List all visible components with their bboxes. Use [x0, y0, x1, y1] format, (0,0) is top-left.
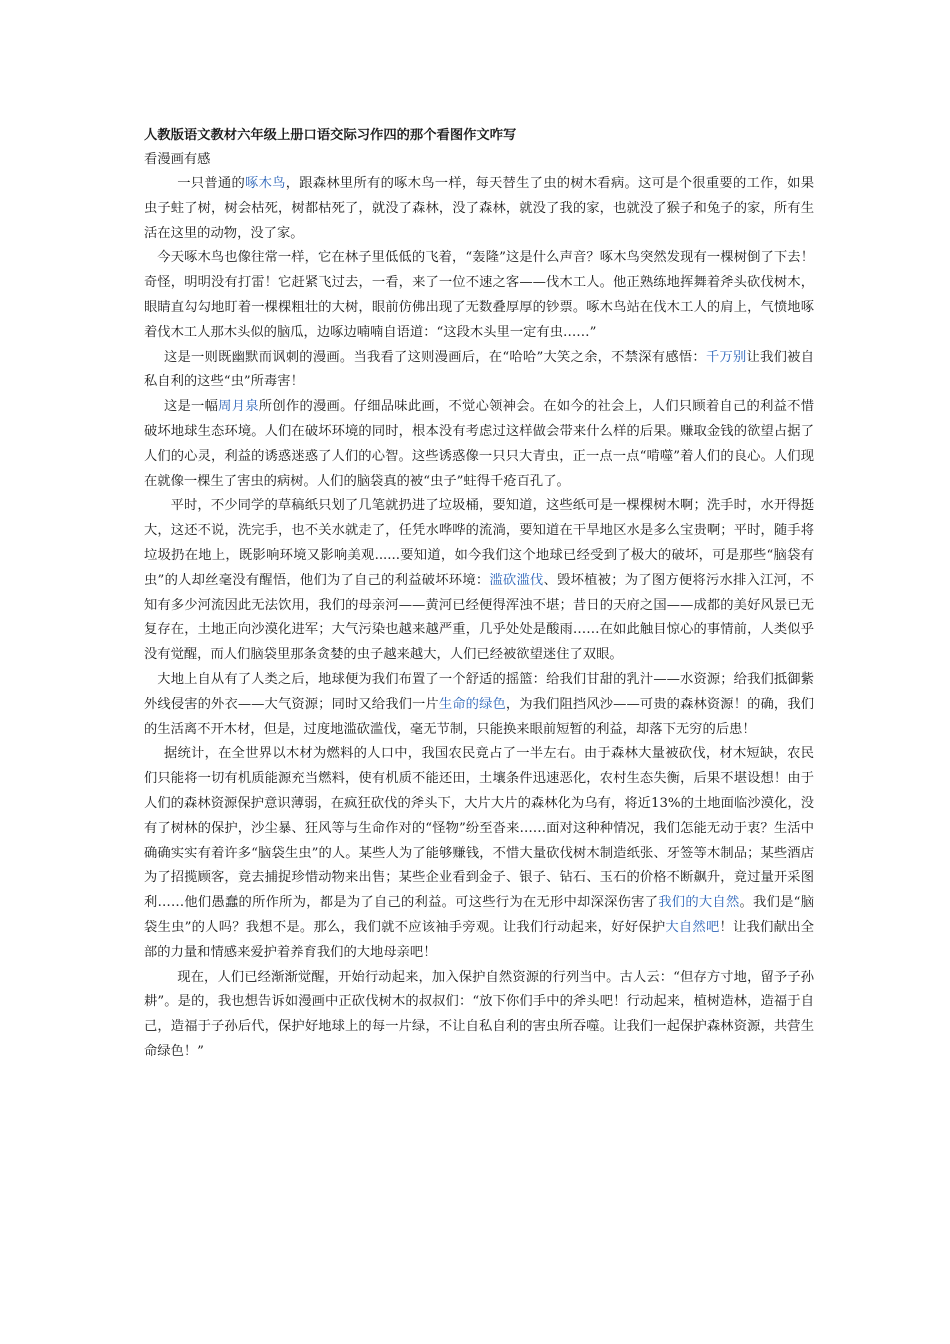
paragraph: [144, 172, 814, 246]
paragraph-text: 这是一幅: [163, 399, 219, 415]
inline-link[interactable]: 滥砍滥伐: [489, 572, 544, 588]
inline-link[interactable]: 啄木鸟: [245, 176, 286, 191]
inline-link[interactable]: 周月泉: [218, 399, 259, 415]
paragraph: [144, 966, 814, 1065]
paragraph-text: 今天啄木鸟也像往常一样，它在林子里低低的飞着，“轰隆”这是什么声音？啄木鸟突然发现有一棵树倒了下去！奇怪，明明没有打雷！它赶紧飞过去，一看，来了一位不速之客——伐木工人。他正熟练地挥舞着斧头砍伐树木，眼睛直勾勾地盯着一棵棵粗壮的大树，眼前仿佛出现了无数叠厚厚的钞票。啄木鸟站在伐木工人的肩上，气愤地啄着伐木工人那木头似的脑瓜，边啄边喃喃自语道：“这段木头里一定有虫……”: [144, 250, 814, 340]
paragraph: [144, 246, 814, 345]
paragraph-text: 、毁坏植被；为了图方便将污水排入江河，不知有多少河流因此无法饮用，我们的母亲河——黄河已经便得浑浊不堪；昔日的天府之国——成都的美好风景已无复存在，土地正向沙漠化进军；大气污染也越来越严重，几乎处处是酸雨……在如此触目惊心的事情前，人类似乎没有觉醒，而人们脑袋里那条贪婪的虫子越来越大，人们已经被欲望迷住了双眼。: [144, 572, 814, 663]
inline-link[interactable]: 大自然吧: [665, 919, 720, 935]
paragraph-text: 所创作的漫画。仔细品味此画，不觉心领神会。在如今的社会上，人们只顾着自己的利益不惜破坏地球生态环境。人们在破坏环境的同时，根本没有考虑过这样做会带来什么样的后果。赚取金钱的欲望占据了人们的心灵，利益的诱惑迷惑了人们的心智。这些诱惑像一只只大青虫，正一点一点“啃噬”着人们的良心。人们现在就像一棵生了害虫的病树。人们的脑袋真的被“虫子”蛀得千疮百孔了。: [144, 399, 815, 489]
paragraph: [144, 742, 814, 965]
paragraph-text: 大地上自从有了人类之后，地球便为我们布置了一个舒适的摇篮：给我们甘甜的乳汁——水资源；给我们抵御紫外线侵害的外衣——大气资源；同时又给我们一片: [144, 671, 814, 712]
paragraph-text: 。我们是“脑袋生虫”的人吗？我想不是。那么，我们就不应该袖手旁观。让我们行动起来，好好保护: [144, 895, 815, 935]
paragraph-text: 一只普通的: [177, 176, 246, 191]
document-title: 人教版语文教材六年级上册口语交际习作四的那个看图作文咋写: [144, 128, 517, 143]
document-body: [144, 124, 814, 1065]
paragraph-text: 平时，不少同学的草稿纸只划了几笔就扔进了垃圾桶，要知道，这些纸可是一棵棵树木啊；洗手时，水开得挺大，这还不说，洗完手，也不关水就走了，任凭水哗哗的流淌，要知道在干旱地区水是多么宝贵啊；平时，随手将垃圾扔在地上，既影响环境又影响美观......要知道，如今我们这个地球已经受到了极大的破坏，可是那些“脑袋有虫”的人却丝毫没有醒悟，他们为了自己的利益破坏环境：: [144, 498, 814, 588]
paragraph-text: ！让我们献出全部的力量和情感来爱护着养育我们的大地母亲吧！: [144, 919, 815, 960]
paragraph-list: [144, 172, 814, 1065]
paragraph: [144, 494, 814, 668]
paragraph-text: ，为我们阻挡风沙——可贵的森林资源！的确，我们的生活离不开木材，但是，过度地滥砍滥伐，毫无节制，只能换来眼前短暂的利益，却落下无穷的后患！: [144, 696, 815, 737]
document-subtitle: 看漫画有感: [144, 152, 211, 167]
paragraph-text: 现在，人们已经渐渐觉醒，开始行动起来，加入保护自然资源的行列当中。古人云：“但存方寸地，留予子孙耕”。是的，我也想告诉如漫画中正砍伐树木的叔叔们：“放下你们手中的斧头吧！行动起来，植树造林，造福于自己，造福于子孙后代，保护好地球上的每一片绿，不让自私自利的害虫所吞噬。让我们一起保护森林资源，共营生命绿色！”: [144, 969, 814, 1059]
paragraph-text: 这是一则既幽默而讽刺的漫画。当我看了这则漫画后，在“哈哈”大笑之余，不禁深有感悟：: [163, 349, 706, 365]
paragraph-text: ，跟森林里所有的啄木鸟一样，每天替生了虫的树木看病。这可是个很重要的工作，如果虫子蛀了树，树会枯死，树都枯死了，就没了森林，没了森林，就没了我的家，也就没了猴子和兔子的家，所有生活在这里的动物，没了家。: [144, 176, 815, 241]
paragraph: [144, 395, 814, 494]
paragraph: [144, 346, 814, 396]
paragraph-text: 让我们被自私自利的这些“虫”所毒害！: [144, 349, 814, 390]
inline-link[interactable]: 千万别: [705, 349, 747, 365]
inline-link[interactable]: 生命的绿色: [438, 696, 506, 712]
paragraph-text: 据统计，在全世界以木材为燃料的人口中，我国农民竟占了一半左右。由于森林大量被砍伐，材木短缺，农民们只能将一切有机质能源充当燃料，使有机质不能还田，土壤条件迅速恶化，农村生态失衡，后果不堪设想！由于人们的森林资源保护意识薄弱，在疯狂砍伐的斧头下，大片大片的森林化为乌有，将近13%的土地面临沙漠化，没有了树林的保护，沙尘暴、狂风等与生命作对的“怪物”纷至沓来……面对这种种情况，我们怎能无动于衷？生活中确确实实有着许多“脑袋生虫”的人。某些人为了能够赚钱，不惜大量砍伐树木制造纸张、牙签等木制品；某些酒店为了招揽顾客，竟去捕捉珍惜动物来出售；某些企业看到金子、银子、钻石、玉石的价格不断飙升，竟过量开采图利……他们愚蠢的所作所为，都是为了自己的利益。可这些行为在无形中却深深伤害了: [144, 746, 814, 911]
paragraph: [144, 668, 814, 742]
inline-link[interactable]: 我们的大自然: [658, 895, 740, 911]
